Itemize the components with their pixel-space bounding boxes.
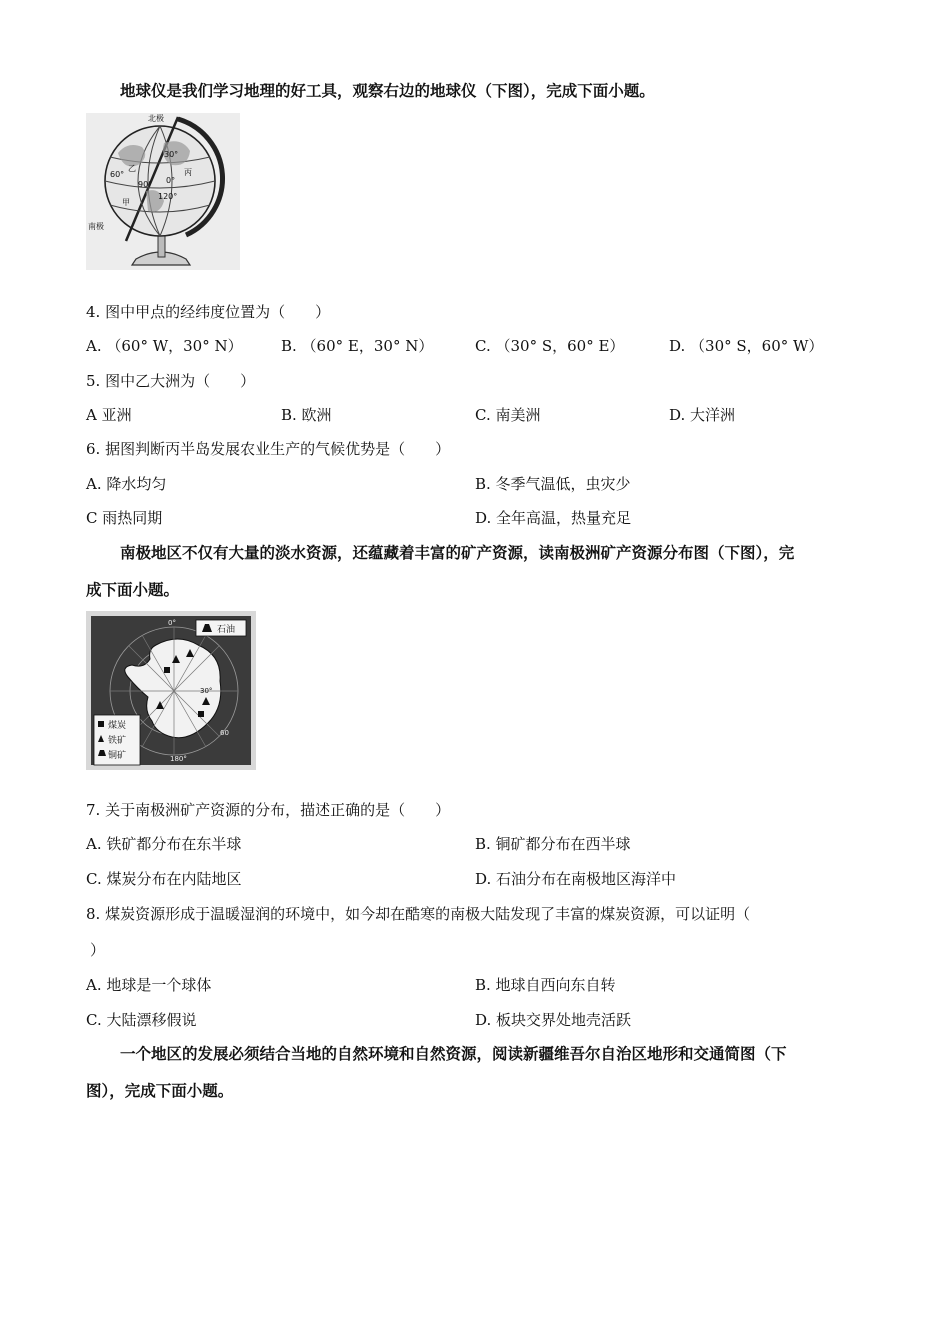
question-6-option-c[interactable]: C 雨热同期 bbox=[86, 509, 163, 527]
question-5-option-b[interactable]: B. 欧洲 bbox=[281, 406, 332, 424]
question-8-option-a[interactable]: A. 地球是一个球体 bbox=[86, 976, 212, 994]
question-5-option-a[interactable]: A 亚洲 bbox=[86, 406, 132, 424]
map-degree-label: 30° bbox=[200, 687, 213, 695]
question-6-stem: 6. 据图判断丙半岛发展农业生产的气候优势是（ ） bbox=[86, 440, 451, 458]
question-6-option-d[interactable]: D. 全年高温，热量充足 bbox=[475, 509, 632, 527]
question-4-stem: 4. 图中甲点的经纬度位置为（ ） bbox=[86, 303, 331, 321]
question-5-stem: 5. 图中乙大洲为（ ） bbox=[86, 372, 256, 390]
question-5-option-c[interactable]: C. 南美洲 bbox=[475, 406, 541, 424]
legend-oil-label: 石油 bbox=[217, 625, 236, 635]
question-6-option-a[interactable]: A. 降水均匀 bbox=[86, 475, 167, 493]
question-7-option-c[interactable]: C. 煤炭分布在内陆地区 bbox=[86, 870, 242, 888]
globe-south-label: 南极 bbox=[88, 222, 104, 231]
antarctica-map-figure bbox=[86, 611, 256, 770]
question-7-option-b[interactable]: B. 铜矿都分布在西半球 bbox=[475, 835, 631, 853]
globe-lat-label: 60° bbox=[110, 170, 125, 179]
intro-paragraph-xinjiang-line2: 图），完成下面小题。 bbox=[86, 1082, 234, 1100]
question-8-stem-line2: ） bbox=[90, 941, 106, 959]
question-7-option-a[interactable]: A. 铁矿都分布在东半球 bbox=[86, 835, 242, 853]
question-4-option-d[interactable]: D. （30° S，60° W） bbox=[669, 337, 824, 355]
intro-paragraph-xinjiang-line1: 一个地区的发展必须结合当地的自然环境和自然资源，阅读新疆维吾尔自治区地形和交通简图（下 bbox=[120, 1045, 787, 1063]
question-8-option-d[interactable]: D. 板块交界处地壳活跃 bbox=[475, 1011, 632, 1029]
globe-point-bing: 丙 bbox=[184, 168, 192, 177]
question-7-stem: 7. 关于南极洲矿产资源的分布，描述正确的是（ ） bbox=[86, 801, 451, 819]
question-4-option-b[interactable]: B. （60° E，30° N） bbox=[281, 337, 434, 355]
intro-paragraph-antarctica-line1: 南极地区不仅有大量的淡水资源，还蕴藏着丰富的矿产资源，读南极洲矿产资源分布图（下图），完 bbox=[120, 544, 795, 562]
question-6-option-b[interactable]: B. 冬季气温低，虫灾少 bbox=[475, 475, 631, 493]
globe-lon-label: 90° bbox=[138, 180, 153, 189]
question-8-option-b[interactable]: B. 地球自西向东自转 bbox=[475, 976, 616, 994]
question-8-stem-line1: 8. 煤炭资源形成于温暖湿润的环境中，如今却在酷寒的南极大陆发现了丰富的煤炭资源，可以证明（ bbox=[86, 905, 751, 923]
globe-lat-label: 30° bbox=[164, 150, 179, 159]
globe-north-label: 北极 bbox=[148, 114, 164, 123]
intro-paragraph-antarctica-line2: 成下面小题。 bbox=[86, 581, 180, 599]
map-degree-label: 0° bbox=[168, 619, 176, 627]
globe-point-yi: 乙 bbox=[128, 164, 136, 173]
map-degree-label: 180° bbox=[170, 755, 187, 763]
globe-point-jia: 甲 bbox=[122, 198, 130, 207]
legend-copper-label: 铜矿 bbox=[108, 751, 127, 761]
question-4-option-a[interactable]: A. （60° W，30° N） bbox=[86, 337, 243, 355]
question-7-option-d[interactable]: D. 石油分布在南极地区海洋中 bbox=[475, 870, 677, 888]
question-4-option-c[interactable]: C. （30° S，60° E） bbox=[475, 337, 625, 355]
globe-lon-label: 120° bbox=[158, 192, 178, 201]
legend-iron-label: 铁矿 bbox=[108, 736, 127, 746]
question-8-option-c[interactable]: C. 大陆漂移假说 bbox=[86, 1011, 197, 1029]
map-degree-label: 60 bbox=[220, 729, 229, 737]
globe-lon-label: 0° bbox=[166, 176, 176, 185]
globe-figure bbox=[86, 113, 240, 270]
question-5-option-d[interactable]: D. 大洋洲 bbox=[669, 406, 736, 424]
legend-coal-label: 煤炭 bbox=[108, 721, 127, 731]
intro-paragraph-globe: 地球仪是我们学习地理的好工具，观察右边的地球仪（下图），完成下面小题。 bbox=[120, 82, 655, 100]
